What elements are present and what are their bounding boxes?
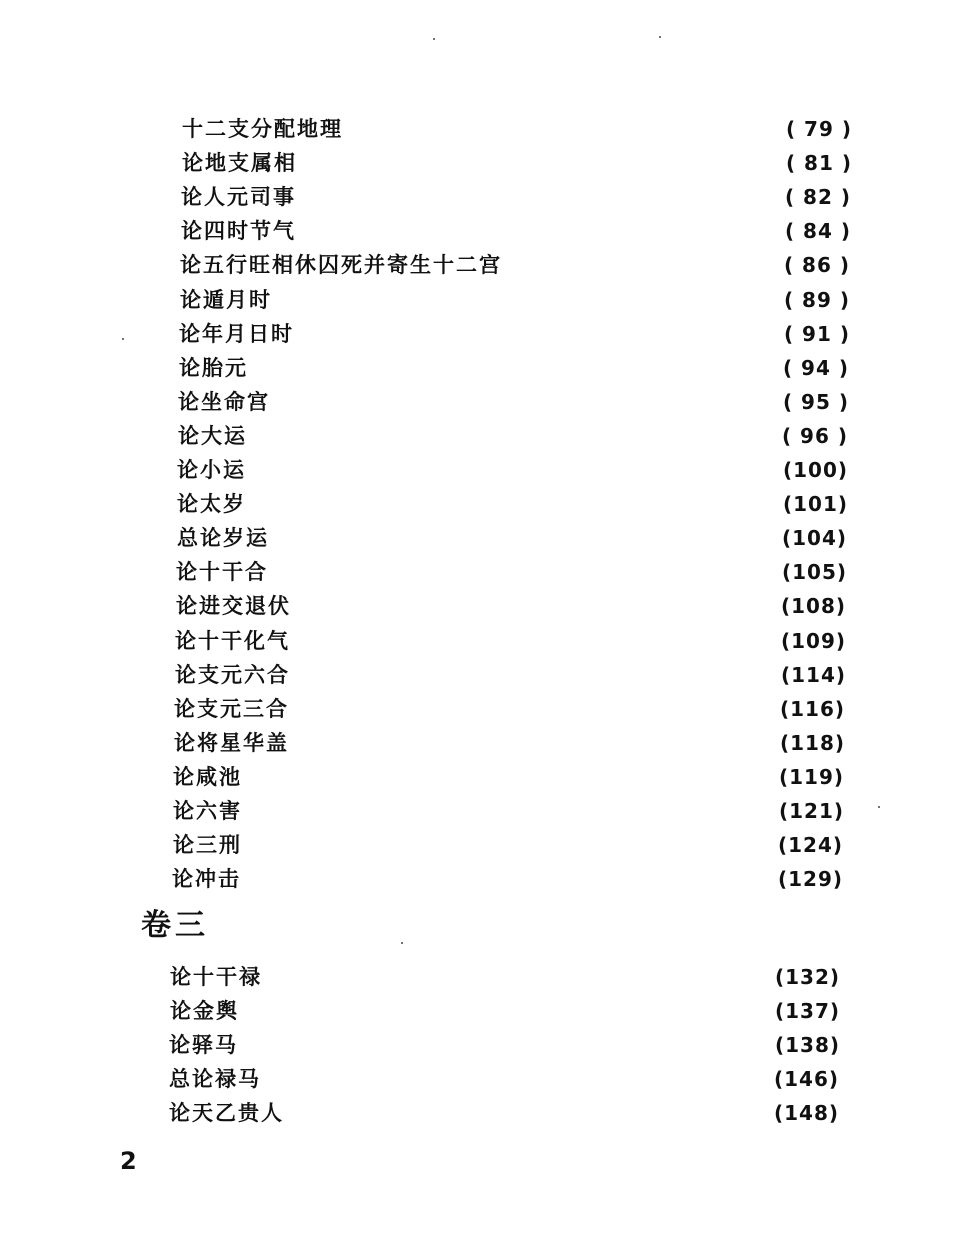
toc-entry-page: ( 84 ) [784, 219, 851, 244]
toc-entry [173, 760, 844, 794]
toc-entry-title: 论冲击 [172, 866, 241, 892]
toc-entry-title: 论胎元 [179, 354, 248, 380]
toc-entry-page: ( 95 ) [782, 389, 849, 414]
toc-entry-title: 论地支属相 [182, 150, 297, 176]
toc-entry [177, 453, 848, 487]
toc-entry-title: 论五行旺相休囚死并寄生十二宫 [180, 252, 502, 278]
toc-entry-title: 论支元三合 [174, 695, 289, 721]
toc-entry-title: 论太岁 [177, 491, 246, 517]
toc-entry-page: (129) [777, 867, 843, 892]
dot-leader [294, 624, 766, 658]
toc-entry-title: 论支元六合 [175, 661, 290, 687]
toc-entry [170, 994, 840, 1028]
toc-entry-page: (138) [774, 1033, 840, 1057]
toc-entry-title: 论十干合 [176, 559, 268, 585]
dot-leader [274, 385, 769, 419]
toc-entry [179, 317, 850, 351]
dot-leader [266, 960, 760, 994]
toc-entry [180, 248, 850, 282]
toc-entry-page: (121) [778, 799, 844, 823]
toc-entry-title: 论遁月时 [180, 286, 272, 312]
toc-entry-page: ( 81 ) [785, 151, 852, 176]
toc-entry [169, 1062, 839, 1096]
toc-entry-page: (116) [779, 696, 845, 721]
toc-entry-page: (132) [774, 965, 840, 989]
toc-entry-page: ( 82 ) [784, 185, 851, 210]
toc-entry [173, 828, 843, 862]
scan-speck [401, 942, 403, 944]
toc-entry-title: 论小运 [177, 457, 246, 482]
toc-entry [178, 419, 848, 453]
scan-speck [433, 38, 435, 40]
dot-leader [294, 658, 766, 692]
toc-entry-page: (137) [774, 999, 840, 1023]
toc-entry [181, 214, 851, 248]
dot-leader [506, 248, 770, 282]
dot-leader [298, 317, 770, 351]
toc-entry-title: 总论岁运 [177, 525, 269, 551]
toc-entry-title: 论六害 [173, 798, 242, 823]
dot-leader [245, 862, 763, 896]
toc-entry-title: 论人元司事 [181, 184, 296, 210]
toc-entry-title: 十二支分配地理 [182, 116, 343, 141]
page-number: 2 [120, 1147, 137, 1175]
toc-entry-title: 论咸池 [173, 763, 242, 789]
toc-entry [174, 726, 845, 760]
toc-entry-page: (108) [780, 594, 846, 619]
toc-entry-title: 总论禄马 [169, 1066, 261, 1091]
toc-entry-page: ( 96 ) [781, 423, 848, 448]
toc-entry [169, 1028, 840, 1062]
dot-leader [300, 180, 771, 214]
toc-entry [182, 146, 852, 180]
toc-entry [177, 521, 847, 555]
toc-entry [182, 112, 852, 146]
toc-entry-title: 论进交退伏 [176, 593, 291, 619]
dot-leader [246, 760, 764, 794]
toc-entry-page: (100) [782, 458, 848, 482]
toc-entry-page: ( 94 ) [782, 355, 849, 380]
toc-entry-page: (124) [777, 833, 843, 858]
dot-leader [295, 589, 766, 623]
toc-entry [169, 1096, 839, 1130]
toc-entry-title: 论大运 [178, 422, 247, 448]
toc-entry-title: 论天乙贵人 [169, 1100, 284, 1125]
toc-entry [179, 351, 849, 385]
toc-entry [176, 555, 847, 589]
toc-entry-page: (109) [780, 628, 846, 653]
toc-entry [176, 589, 846, 623]
dot-leader [273, 521, 767, 555]
toc-entry-title: 论四时节气 [181, 218, 296, 244]
dot-leader [272, 555, 767, 589]
dot-leader [347, 112, 772, 146]
toc-entry-title: 论十干禄 [170, 964, 262, 989]
dot-leader [276, 283, 770, 317]
toc-entry-page: (101) [782, 492, 848, 517]
toc-entry-page: ( 89 ) [783, 287, 850, 312]
dot-leader [301, 146, 772, 180]
toc-entry [170, 960, 840, 994]
dot-leader [246, 828, 763, 862]
toc-entry [178, 385, 849, 419]
dot-leader [252, 351, 769, 385]
toc-entry-title: 论金舆 [170, 998, 239, 1023]
dot-leader [246, 794, 764, 828]
dot-leader [288, 1096, 759, 1130]
dot-leader [243, 994, 760, 1028]
toc-entry [181, 180, 851, 214]
toc-entry-title: 论将星华盖 [174, 729, 289, 755]
toc-entry [177, 487, 848, 521]
dot-leader [251, 419, 768, 453]
toc-entry [173, 794, 844, 828]
toc-entry [175, 658, 846, 692]
dot-leader [293, 692, 765, 726]
toc-entry-page: ( 79 ) [785, 117, 852, 141]
toc-entry-page: (105) [781, 560, 847, 585]
toc-entry [175, 624, 846, 658]
dot-leader [265, 1062, 759, 1096]
toc-entry-page: (114) [780, 662, 846, 687]
toc-entry-title: 论驿马 [169, 1032, 238, 1057]
dot-leader [300, 214, 771, 248]
toc-entry-title: 论坐命宫 [178, 388, 270, 414]
toc-entry [174, 692, 845, 726]
toc-entry-page: (146) [773, 1067, 839, 1091]
dot-leader [250, 487, 768, 521]
toc-entry-page: (118) [779, 730, 845, 755]
toc-entry-title: 论年月日时 [179, 320, 294, 346]
toc-entry-page: ( 91 ) [783, 321, 850, 346]
section-heading: 卷三 [141, 908, 209, 943]
toc-entry-page: (148) [773, 1101, 839, 1125]
toc-entry-title: 论三刑 [173, 832, 242, 858]
dot-leader [250, 453, 768, 487]
toc-entry [172, 862, 843, 896]
toc-entry-page: (119) [778, 764, 844, 789]
scan-speck [659, 36, 661, 38]
toc-entry-page: (104) [781, 526, 847, 551]
scan-speck [122, 338, 124, 340]
dot-leader [293, 726, 765, 760]
toc-entry-page: ( 86 ) [783, 253, 850, 278]
toc-entry [180, 283, 850, 317]
dot-leader [242, 1028, 760, 1062]
scan-speck [878, 806, 880, 808]
toc-entry-title: 论十干化气 [175, 627, 290, 653]
